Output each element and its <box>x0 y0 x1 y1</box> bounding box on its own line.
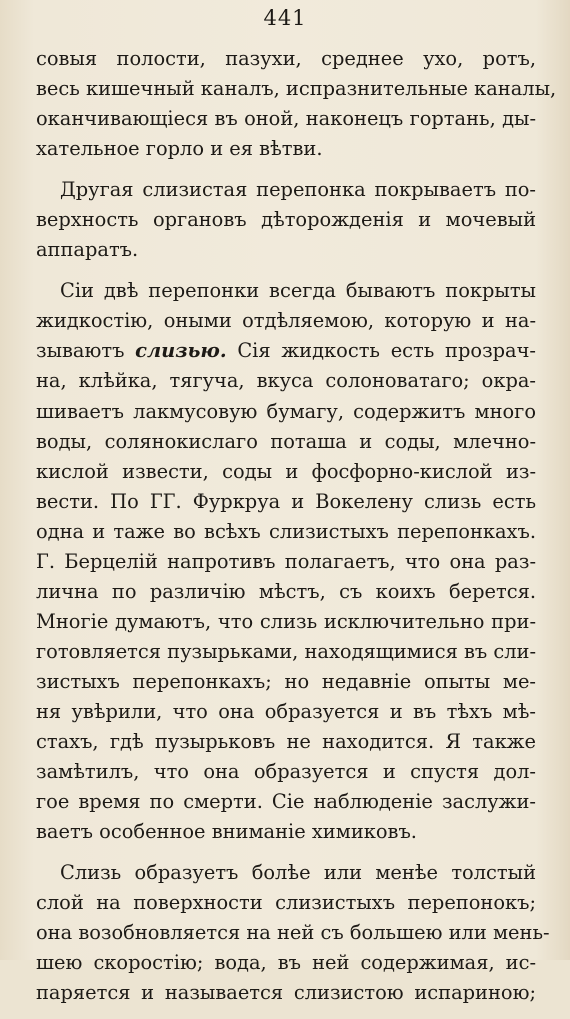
paragraph-3 <box>36 276 536 847</box>
text-line: гое время по смерти. Сіе наблюденіе заслужи- <box>36 790 536 814</box>
text-line: одна и таже во всѣхъ слизистыхъ перепонкахъ. <box>36 519 536 543</box>
text-fragment: Сія жидкость есть прозрач- <box>226 339 536 363</box>
text-line: Г. Берцелій напротивъ полагаетъ, что она раз- <box>36 549 536 573</box>
text-line: верхность органовъ дѣторожденія и мочевый <box>36 208 536 232</box>
text-line: оканчивающіеся въ оной, наконецъ гортань, ды- <box>36 107 536 131</box>
text-line: аппаратъ. <box>36 238 139 262</box>
text-line: паряется и называется слизистою испариною; <box>36 981 536 1005</box>
text-fragment: зываютъ <box>36 339 136 363</box>
text-line: Многіе думаютъ, что слизь исключительно при- <box>36 609 536 633</box>
text-line: зистыхъ перепонкахъ; но недавніе опыты ме- <box>36 669 536 693</box>
italic-term: слизью. <box>135 339 227 363</box>
text-line: весь кишечный каналъ, испразнительные каналы, <box>36 77 557 101</box>
text-line: шиваетъ лакмусовую бумагу, содержитъ много <box>36 399 536 423</box>
text-line: готовляется пузырьками, находящимися въ сли- <box>36 639 537 663</box>
text-line: Сіи двѣ перепонки всегда бываютъ покрыты <box>60 279 536 303</box>
page-number: 441 <box>263 6 307 30</box>
text-line: на, клѣйка, тягуча, вкуса солоноватаго; окра- <box>36 369 536 393</box>
paragraph-1 <box>36 44 557 164</box>
text-line: кислой извести, соды и фосфорно-кислой из- <box>36 459 536 483</box>
text-line: ваетъ особенное вниманіе химиковъ. <box>36 820 417 844</box>
text-line: жидкостію, оными отдѣляемою, которую и на- <box>36 309 536 333</box>
text-line: стахъ, гдѣ пузырьковъ не находится. Я также <box>36 730 536 754</box>
paragraph-2 <box>36 175 536 265</box>
paragraph-4 <box>36 858 550 1008</box>
text-line: совыя полости, пазухи, среднее ухо, ротъ, <box>36 47 536 70</box>
body-text <box>36 44 557 1019</box>
text-line: воды, солянокислаго поташа и соды, млечно- <box>36 429 536 453</box>
text-line: вести. По ГГ. Фуркруа и Вокелену слизь есть <box>36 489 536 513</box>
text-line: замѣтилъ, что она образуется и спустя дол- <box>36 760 536 784</box>
text-line: лична по различію мѣстъ, съ коихъ берется. <box>36 579 536 603</box>
text-line: Другая слизистая перепонка покрываетъ по- <box>60 178 536 202</box>
text-line: Слизь образуетъ болѣе или менѣе толстый <box>60 861 536 885</box>
text-line: шею скоростію; вода, въ ней содержимая, ис- <box>36 951 536 975</box>
text-line: слой на поверхности слизистыхъ перепонокъ; <box>36 891 536 915</box>
text-line: хательное горло и ея вѣтви. <box>36 137 323 161</box>
text-line: ня увѣрили, что она образуется и въ тѣхъ мѣ- <box>36 699 536 723</box>
text-line: она возобновляется на ней съ большею или мень- <box>36 921 550 945</box>
text-line <box>36 336 536 366</box>
